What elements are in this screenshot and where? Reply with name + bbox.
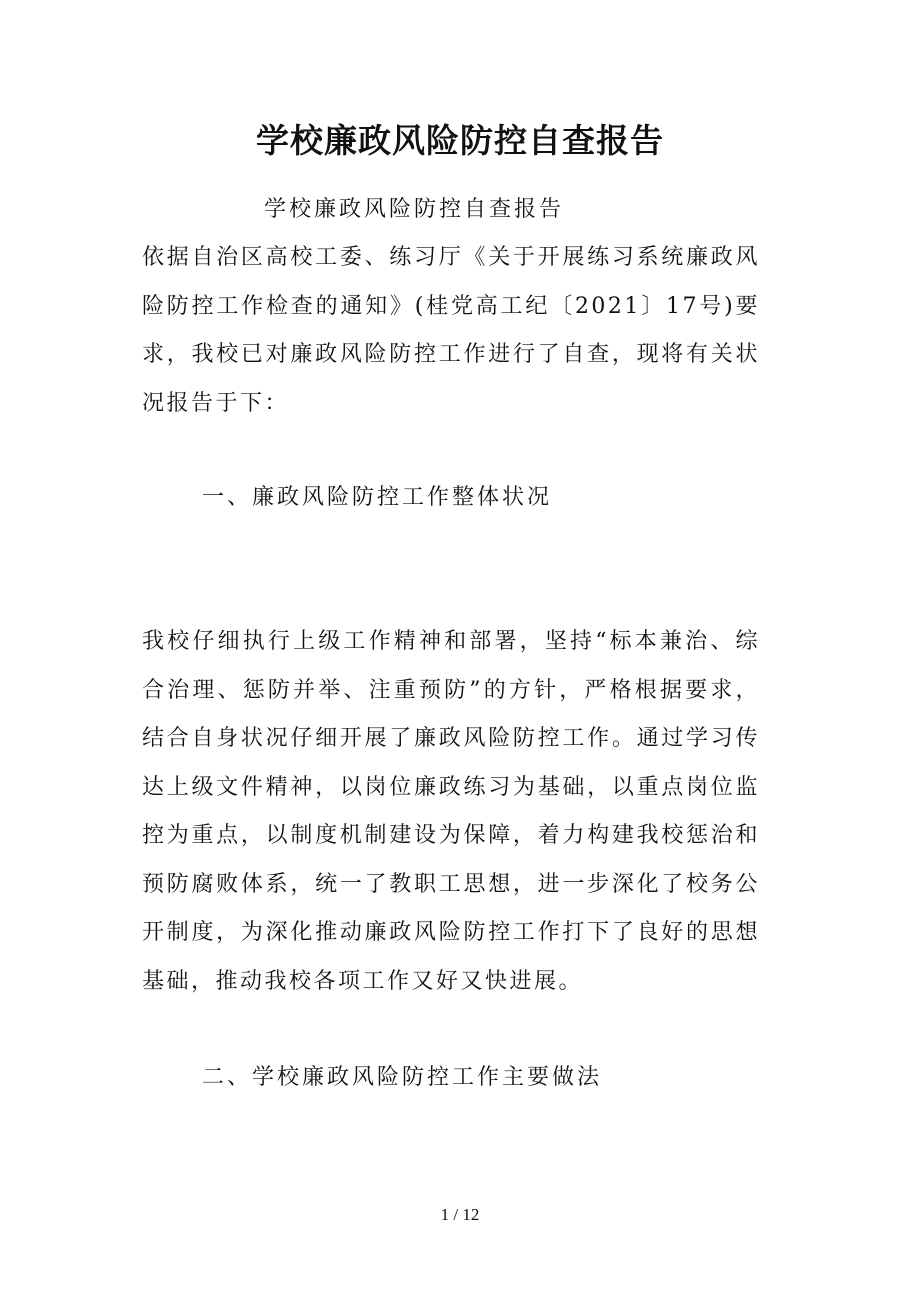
section-heading-2: 二、学校廉政风险防控工作主要做法 bbox=[202, 1065, 603, 1090]
section-body-1: 我校仔细执行上级工作精神和部署，坚持“标本兼治、综合治理、惩防并举、注重预防”的方针，严格根据要求，结合自身状况仔细开展了廉政风险防控工作。通过学习传达上级文件精神，以岗位廉政练习为基础，以重点岗位监控为重点，以制度机制建设为保障，着力构建我校惩治和预防腐败体系，统一了教职工思想，进一步深化了校务公开制度，为深化推动廉政风险防控工作打下了良好的思想基础，推动我校各项工作又好又快进展。 bbox=[142, 629, 760, 994]
page-number: 1 / 12 bbox=[440, 1205, 480, 1224]
intro-paragraph: 依据自治区高校工委、练习厅《关于开展练习系统廉政风险防控工作检查的通知》(桂党高工纪〔2021〕17号)要求，我校已对廉政风险防控工作进行了自查，现将有关状况报告于下： bbox=[142, 245, 760, 416]
document-subtitle: 学校廉政风险防控自查报告 bbox=[264, 197, 565, 222]
section-heading-1: 一、廉政风险防控工作整体状况 bbox=[202, 485, 553, 510]
document-title: 学校廉政风险防控自查报告 bbox=[256, 121, 664, 160]
